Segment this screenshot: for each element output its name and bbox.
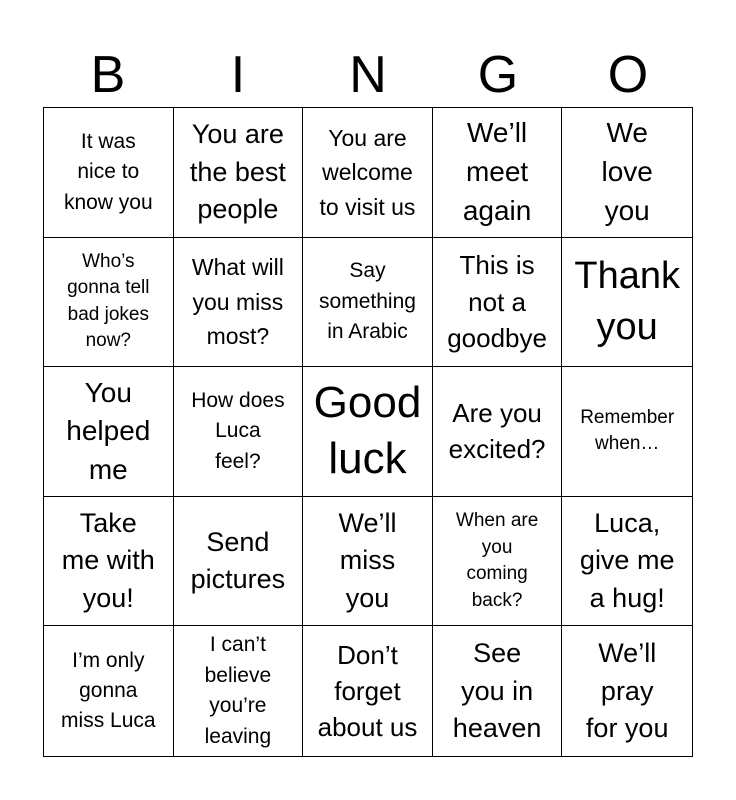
header-letter-n: N [349, 46, 387, 104]
bingo-cell[interactable]: We’ll meet again [433, 108, 563, 238]
bingo-header [43, 42, 693, 108]
bingo-cell[interactable]: Who’s gonna tell bad jokes now? [44, 238, 174, 368]
bingo-cell[interactable]: Are you excited? [433, 367, 563, 497]
bingo-cell[interactable]: Luca, give me a hug! [562, 497, 692, 627]
bingo-cell[interactable]: Send pictures [174, 497, 304, 627]
bingo-cell[interactable]: You are the best people [174, 108, 304, 238]
bingo-board [43, 107, 693, 757]
bingo-cell[interactable]: Good luck [303, 367, 433, 497]
bingo-cell[interactable]: Take me with you! [44, 497, 174, 627]
bingo-cell[interactable]: I can’t believe you’re leaving [174, 626, 304, 756]
bingo-cell[interactable]: What will you miss most? [174, 238, 304, 368]
bingo-cell[interactable]: Don’t forget about us [303, 626, 433, 756]
header-letter-g: G [477, 46, 519, 104]
bingo-cell[interactable]: We love you [562, 108, 692, 238]
bingo-cell[interactable]: Thank you [562, 238, 692, 368]
bingo-cell[interactable]: See you in heaven [433, 626, 563, 756]
bingo-cell[interactable]: Remember when… [562, 367, 692, 497]
header-letter-i: I [230, 46, 246, 104]
bingo-cell[interactable]: When are you coming back? [433, 497, 563, 627]
bingo-cell[interactable]: It was nice to know you [44, 108, 174, 238]
bingo-cell[interactable]: We’ll pray for you [585, 638, 669, 743]
bingo-cell[interactable]: You helped me [44, 367, 174, 497]
bingo-cell[interactable]: Say something in Arabic [303, 238, 433, 368]
bingo-cell[interactable]: We’ll miss you [303, 497, 433, 627]
header-letter-o: O [607, 46, 649, 104]
header-letter-b: B [90, 46, 126, 104]
bingo-cell[interactable]: How does Luca feel? [174, 367, 304, 497]
bingo-cell[interactable]: This is not a goodbye [433, 238, 563, 368]
bingo-cell[interactable]: You are welcome to visit us [303, 108, 433, 238]
bingo-cell[interactable]: I’m only gonna miss Luca [44, 626, 174, 756]
